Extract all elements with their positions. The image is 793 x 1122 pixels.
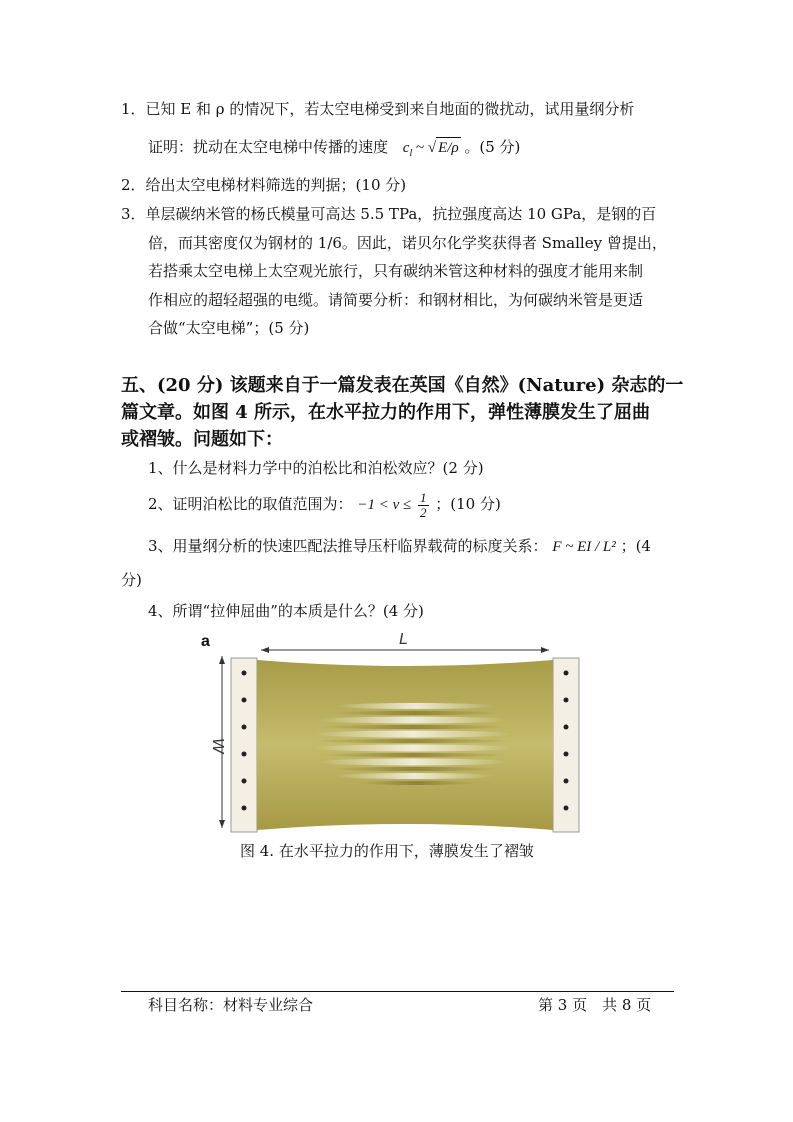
footer-subject: 科目名称：材料专业综合 xyxy=(148,996,314,1014)
length-label: L xyxy=(399,631,408,648)
s5q2-line1 xyxy=(148,488,501,520)
s5q2-prefix: 2、证明泊松比的取值范围为： xyxy=(148,495,353,513)
width-label: W xyxy=(209,738,226,754)
q3-line5: 合做“太空电梯”；(5 分) xyxy=(148,319,310,337)
q3-line4: 作相应的超轻超强的电缆。请简要分析：和钢材相比，为何碳纳米管是更适 xyxy=(148,291,644,309)
s5q3-line2: 分) xyxy=(121,571,142,589)
q1-line1: 1．已知 E 和 ρ 的情况下，若太空电梯受到来自地面的微扰动，试用量纲分析 xyxy=(121,100,635,118)
q2-line1: 2．给出太空电梯材料筛选的判据；(10 分) xyxy=(121,176,407,194)
q1-line2-score: 。(5 分) xyxy=(464,138,521,156)
figure-4 xyxy=(193,628,593,833)
section5-line1: 五、(20 分) 该题来自于一篇发表在英国《自然》(Nature) 杂志的一 xyxy=(121,375,684,396)
s5q1-line1: 1、什么是材料力学中的泊松比和泊松效应？(2 分) xyxy=(148,459,484,477)
poisson-inequality: −1 < ν ≤ xyxy=(357,497,412,513)
section5-line2: 篇文章。如图 4 所示，在水平拉力的作用下，弹性薄膜发生了屈曲 xyxy=(121,402,651,423)
s5q2-suffix: ；(10 分) xyxy=(435,495,501,513)
one-half-fraction: $\frac{1}{2}$ xyxy=(420,489,427,520)
critical-load-formula: F ~ EI / L² xyxy=(552,539,616,555)
section5-line3: 或褶皱。问题如下： xyxy=(121,429,283,450)
footer-page-number: 第 3 页 共 8 页 xyxy=(538,996,652,1014)
wave-speed-formula: $c_l$ ~ √ E/ρ xyxy=(403,140,465,156)
s5q3-line1 xyxy=(148,536,651,557)
figure-caption: 图 4. 在水平拉力的作用下，薄膜发生了褶皱 xyxy=(240,842,534,860)
right-clamp xyxy=(553,658,579,832)
s5q4-line1: 4、所谓“拉伸屈曲”的本质是什么？(4 分) xyxy=(148,602,424,620)
q3-line1: 3．单层碳纳米管的杨氏模量可高达 5.5 TPa，抗拉强度高达 10 GPa，是钢的百 xyxy=(121,205,657,223)
width-dimension xyxy=(209,656,226,828)
s5q3-score: ；(4 xyxy=(620,537,651,555)
footer-rule xyxy=(121,991,674,992)
length-dimension xyxy=(261,631,549,653)
left-clamp xyxy=(231,658,257,832)
wrinkled-film-image xyxy=(193,628,593,833)
q3-line2: 倍，而其密度仅为钢材的 1/6。因此，诺贝尔化学奖获得者 Smalley 曾提出， xyxy=(148,234,667,252)
s5q3-text: 3、用量纲分析的快速匹配法推导压杆临界载荷的标度关系： xyxy=(148,537,548,555)
q1-line2-text: 证明：扰动在太空电梯中传播的速度 xyxy=(148,138,389,156)
q3-line3: 若搭乘太空电梯上太空观光旅行，只有碳纳米管这种材料的强度才能用来制 xyxy=(148,262,644,280)
panel-label: a xyxy=(201,633,210,650)
q1-line2 xyxy=(148,137,520,164)
